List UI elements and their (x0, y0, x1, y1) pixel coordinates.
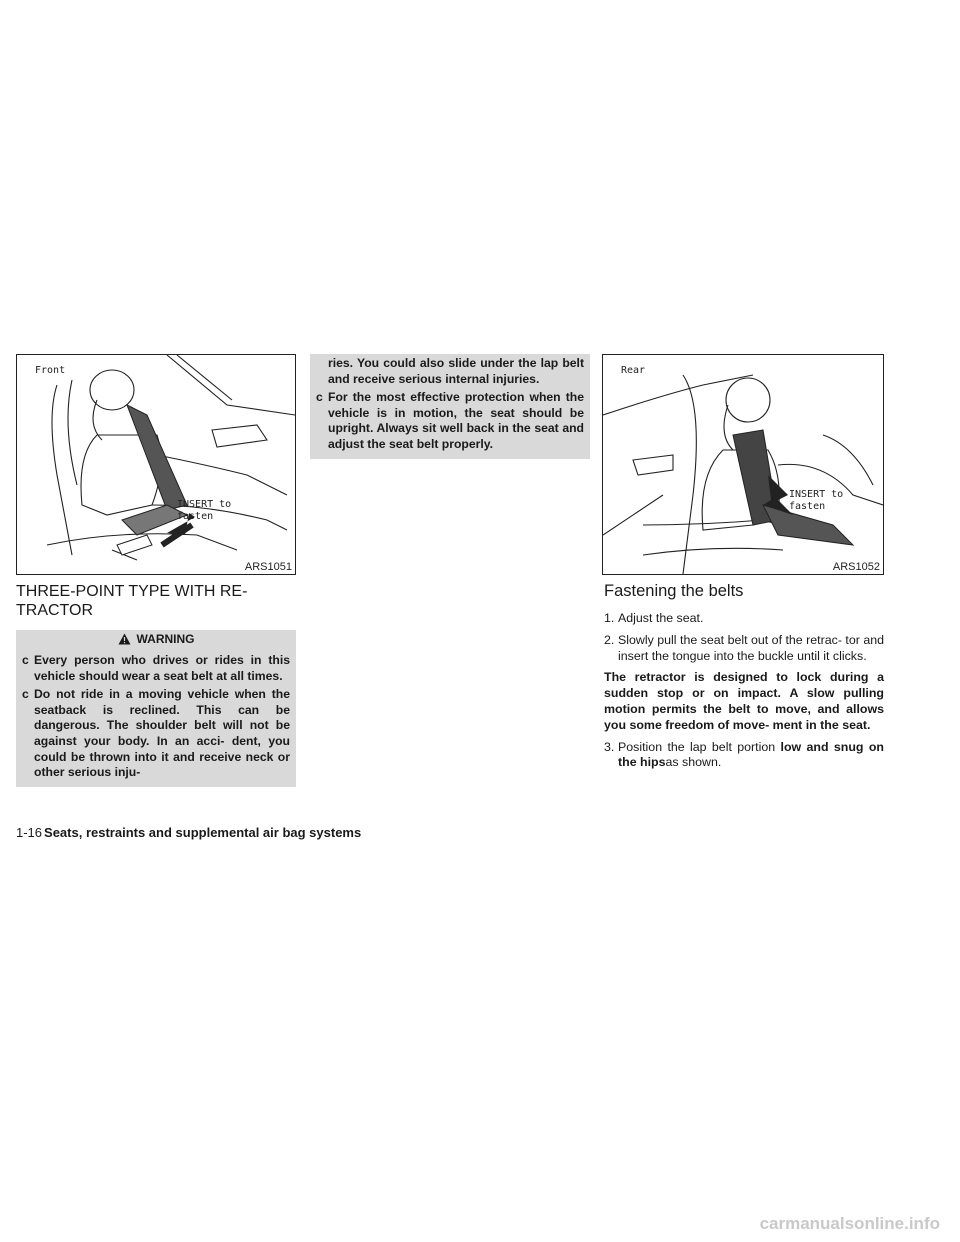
bullet-text: Do not ride in a moving vehicle when the seatback is reclined. This can be dangerous. The shoulder belt will not be against your body. In an acci- dent, you could be thrown into it and receive neck or other serious inju- (34, 687, 290, 780)
column-left (16, 582, 296, 787)
rear-illustration-drawing (603, 355, 883, 574)
front-label: Front (35, 365, 66, 376)
step-1 (604, 611, 884, 627)
bullet-text: Every person who drives or rides in this vehicle should wear a seat belt at all times. (34, 653, 290, 683)
fastening-title: Fastening the belts (604, 582, 744, 600)
section-title: THREE-POINT TYPE WITH RE- TRACTOR (16, 583, 248, 619)
step3-text-a: Position the lap belt portion (618, 739, 776, 754)
page-footer (16, 825, 361, 840)
rear-callout: INSERT to fasten (789, 489, 844, 512)
rear-label: Rear (621, 365, 646, 376)
step-text: Adjust the seat. (618, 611, 704, 625)
column-right (604, 582, 884, 777)
step3-text-bold: low and snug on the hips (618, 739, 884, 770)
warning-bullet (22, 687, 290, 781)
step-2 (604, 633, 884, 665)
rear-seatbelt-illustration (602, 354, 884, 575)
step-text: Slowly pull the seat belt out of the retrac- tor and insert the tongue into the buckle until it clicks. (618, 632, 884, 663)
front-seatbelt-illustration (16, 354, 296, 575)
column-middle (310, 354, 590, 459)
warning-box (16, 647, 296, 787)
step-text (618, 740, 884, 772)
bullet-text: For the most effective protection when the vehicle is in motion, the seat should be upright. Always sit well back in the seat and adjust the seat belt properly. (328, 390, 584, 451)
bullet-mark: c (22, 687, 29, 702)
warning-triangle-icon (118, 633, 131, 645)
bullet-mark: c (316, 390, 323, 405)
front-callout: INSERT to fasten (177, 499, 232, 522)
step-number: 1. (604, 611, 615, 625)
bullet-mark: c (22, 653, 29, 667)
page-number: 1-16 (16, 825, 43, 840)
step-3 (604, 740, 884, 772)
front-figure-code: ARS1051 (244, 561, 292, 573)
retractor-note: The retractor is designed to lock during a sudden stop or on impact. A slow pulling motion permits the belt to move, and allows you some freedom of move- ment in the seat. (604, 670, 884, 732)
step-number: 2. (604, 632, 615, 647)
warning-bullet (22, 653, 290, 684)
step3-text-c: as shown. (665, 755, 722, 770)
warning-label: WARNING (136, 631, 195, 646)
warning-header (16, 630, 296, 647)
bullet-continuation: ries. You could also slide under the lap belt and receive serious internal injuries. (328, 356, 584, 386)
step-number: 3. (604, 739, 615, 754)
front-illustration-drawing (17, 355, 295, 574)
warning-box-continued (310, 354, 590, 459)
watermark: carmanualsonline.info (759, 1214, 940, 1233)
warning-bullet (316, 390, 584, 452)
footer-section: Seats, restraints and supplemental air bag systems (44, 825, 362, 840)
rear-figure-code: ARS1052 (832, 561, 880, 573)
